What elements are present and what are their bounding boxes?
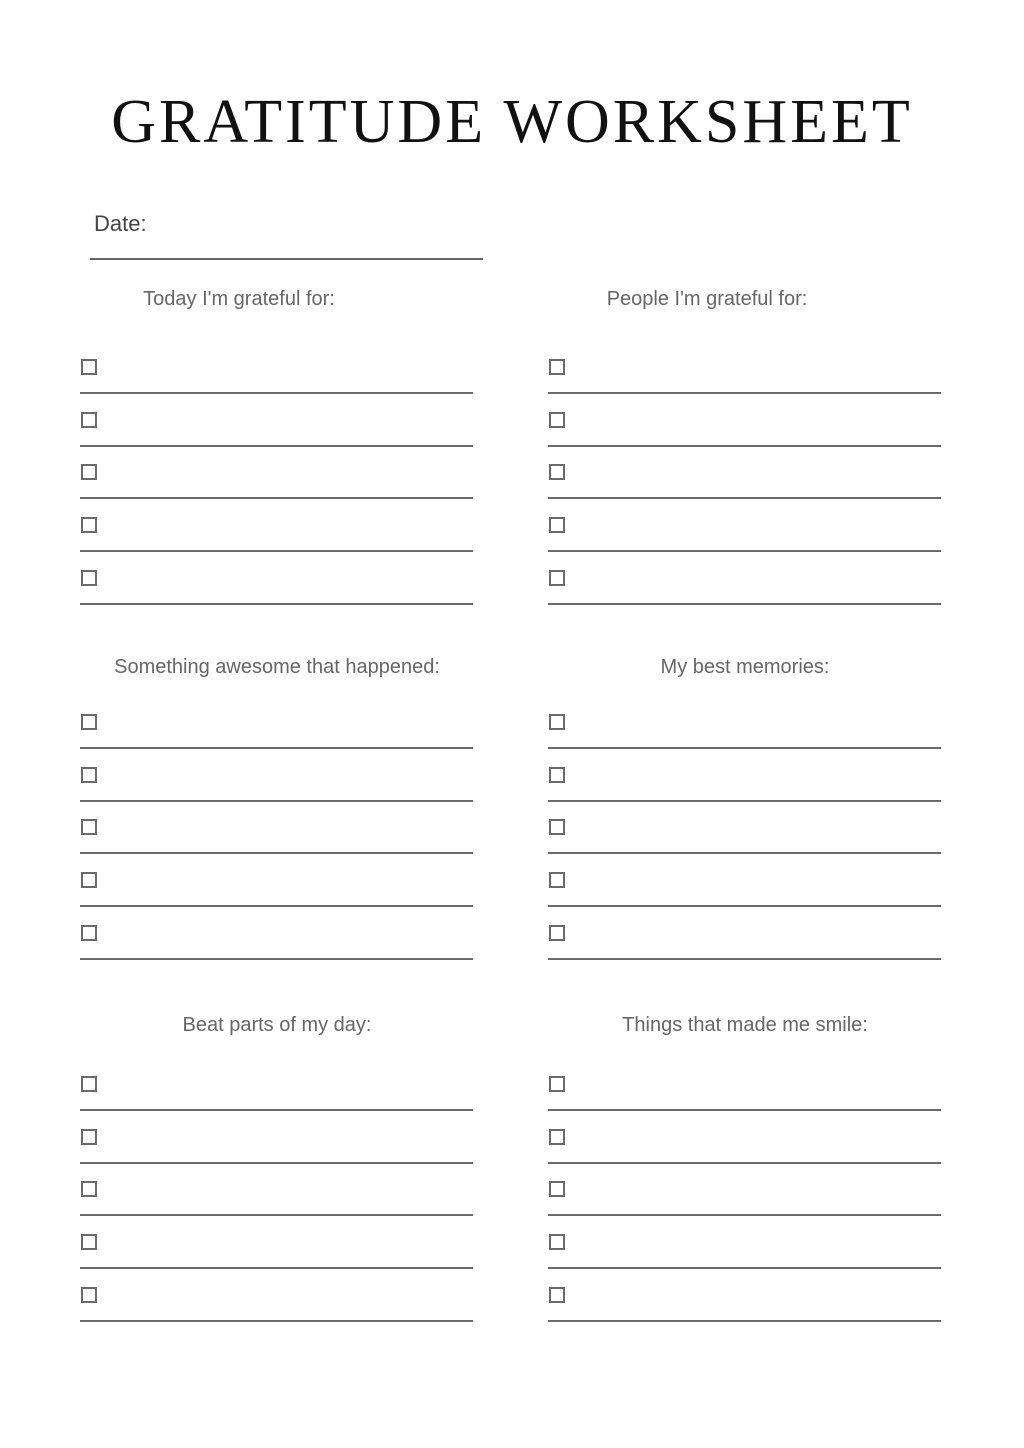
write-in-line[interactable]: [80, 497, 473, 499]
checkbox[interactable]: [549, 714, 565, 730]
write-in-line[interactable]: [548, 1267, 941, 1269]
checkbox[interactable]: [81, 464, 97, 480]
checkbox[interactable]: [81, 819, 97, 835]
checkbox[interactable]: [549, 925, 565, 941]
checkbox[interactable]: [81, 1287, 97, 1303]
write-in-line[interactable]: [548, 497, 941, 499]
checkbox[interactable]: [549, 412, 565, 428]
section-heading: Something awesome that happened:: [114, 656, 440, 678]
write-in-line[interactable]: [548, 1214, 941, 1216]
date-input-line[interactable]: [90, 258, 483, 260]
checkbox[interactable]: [81, 570, 97, 586]
checkbox[interactable]: [81, 872, 97, 888]
checkbox[interactable]: [549, 872, 565, 888]
write-in-line[interactable]: [548, 550, 941, 552]
checkbox[interactable]: [549, 359, 565, 375]
write-in-line[interactable]: [548, 445, 941, 447]
checkbox[interactable]: [81, 1076, 97, 1092]
write-in-line[interactable]: [80, 1320, 473, 1322]
write-in-line[interactable]: [548, 1320, 941, 1322]
checkbox[interactable]: [549, 1234, 565, 1250]
write-in-line[interactable]: [80, 1162, 473, 1164]
checkbox[interactable]: [549, 570, 565, 586]
write-in-line[interactable]: [80, 747, 473, 749]
write-in-line[interactable]: [80, 445, 473, 447]
write-in-line[interactable]: [548, 1162, 941, 1164]
write-in-line[interactable]: [548, 747, 941, 749]
write-in-line[interactable]: [548, 958, 941, 960]
checkbox[interactable]: [81, 1234, 97, 1250]
write-in-line[interactable]: [80, 1214, 473, 1216]
write-in-line[interactable]: [548, 392, 941, 394]
checkbox[interactable]: [549, 517, 565, 533]
checkbox[interactable]: [549, 464, 565, 480]
section-heading: My best memories:: [660, 656, 830, 678]
write-in-line[interactable]: [80, 905, 473, 907]
section-heading: Things that made me smile:: [622, 1014, 868, 1036]
checkbox[interactable]: [81, 1129, 97, 1145]
checkbox[interactable]: [81, 1181, 97, 1197]
write-in-line[interactable]: [548, 852, 941, 854]
checkbox[interactable]: [549, 1181, 565, 1197]
write-in-line[interactable]: [548, 1109, 941, 1111]
page-title: GRATITUDE WORKSHEET: [111, 88, 913, 156]
write-in-line[interactable]: [80, 392, 473, 394]
write-in-line[interactable]: [80, 1109, 473, 1111]
checkbox[interactable]: [81, 517, 97, 533]
date-label: Date:: [94, 211, 147, 236]
write-in-line[interactable]: [80, 800, 473, 802]
checkbox[interactable]: [549, 767, 565, 783]
checkbox[interactable]: [81, 925, 97, 941]
write-in-line[interactable]: [80, 550, 473, 552]
checkbox[interactable]: [549, 1129, 565, 1145]
write-in-line[interactable]: [548, 800, 941, 802]
section-heading: Today I'm grateful for:: [143, 288, 335, 310]
checkbox[interactable]: [81, 714, 97, 730]
write-in-line[interactable]: [80, 852, 473, 854]
checkbox[interactable]: [81, 412, 97, 428]
write-in-line[interactable]: [80, 1267, 473, 1269]
section-heading: People I'm grateful for:: [606, 288, 808, 310]
write-in-line[interactable]: [80, 958, 473, 960]
section-heading: Beat parts of my day:: [182, 1014, 372, 1036]
checkbox[interactable]: [549, 819, 565, 835]
write-in-line[interactable]: [548, 603, 941, 605]
checkbox[interactable]: [81, 359, 97, 375]
write-in-line[interactable]: [80, 603, 473, 605]
write-in-line[interactable]: [548, 905, 941, 907]
checkbox[interactable]: [81, 767, 97, 783]
checkbox[interactable]: [549, 1076, 565, 1092]
checkbox[interactable]: [549, 1287, 565, 1303]
